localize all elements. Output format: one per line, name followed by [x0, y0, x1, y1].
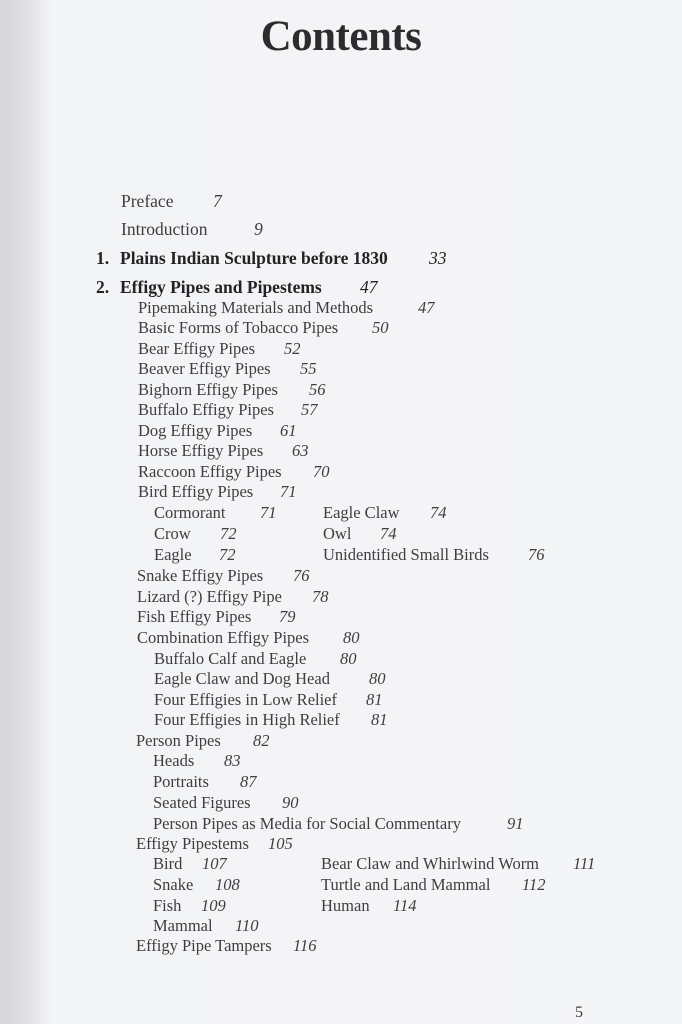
entry-page: 114 [393, 896, 417, 915]
entry-page: 87 [240, 772, 257, 791]
entry-title: Owl [323, 524, 352, 543]
entry-title: Seated Figures [153, 793, 251, 812]
entry-title: Effigy Pipestems [136, 834, 249, 853]
toc-subsection[interactable] [321, 854, 596, 874]
entry-page: 90 [282, 793, 299, 812]
toc-section[interactable] [138, 339, 301, 359]
entry-page: 76 [293, 566, 310, 585]
entry-page: 78 [312, 587, 329, 606]
entry-page: 61 [280, 421, 297, 440]
entry-page: 47 [360, 277, 378, 297]
toc-section[interactable] [137, 628, 360, 648]
toc-subsection[interactable] [323, 503, 447, 523]
toc-subsection[interactable] [153, 793, 299, 813]
entry-title: Four Effigies in High Relief [154, 710, 340, 729]
toc-section[interactable] [138, 462, 330, 482]
entry-title: Turtle and Land Mammal [321, 875, 491, 894]
entry-page: 116 [293, 936, 317, 955]
toc-section[interactable] [137, 566, 310, 586]
entry-page: 55 [300, 359, 317, 378]
chapter-number: 2. [96, 277, 110, 297]
toc-section[interactable] [138, 380, 326, 400]
entry-title: Bighorn Effigy Pipes [138, 380, 278, 399]
entry-title: Eagle Claw [323, 503, 400, 522]
entry-title: Bear Claw and Whirlwind Worm [321, 854, 540, 873]
entry-page: 33 [429, 248, 447, 268]
entry-page: 56 [309, 380, 326, 399]
entry-title: Portraits [153, 772, 209, 791]
entry-page: 80 [343, 628, 360, 647]
page-title: Contents [260, 13, 422, 60]
toc-subsection[interactable] [153, 896, 226, 916]
toc-section[interactable] [138, 421, 297, 441]
toc-entry-preface[interactable] [121, 191, 222, 211]
toc-section[interactable] [138, 359, 317, 379]
entry-title: Eagle [154, 545, 192, 564]
chapter-title: Plains Indian Sculpture before 1830 [120, 248, 388, 268]
toc-chapter-1[interactable] [96, 248, 447, 268]
entry-title: Lizard (?) Effigy Pipe [137, 587, 282, 606]
entry-page: 70 [313, 462, 330, 481]
entry-page: 74 [380, 524, 397, 543]
entry-page: 91 [507, 814, 524, 833]
entry-title: Preface [121, 191, 174, 211]
entry-title: Introduction [121, 219, 208, 239]
entry-title: Buffalo Calf and Eagle [154, 649, 307, 668]
entry-page: 110 [235, 916, 259, 935]
entry-title: Mammal [153, 916, 213, 935]
toc-section[interactable] [136, 731, 270, 751]
toc-subsection[interactable] [154, 524, 237, 544]
entry-page: 72 [219, 545, 236, 564]
chapter-number: 1. [96, 248, 110, 268]
entry-title: Unidentified Small Birds [323, 545, 489, 564]
entry-title: Person Pipes as Media for Social Commentary [153, 814, 461, 833]
entry-page: 107 [202, 854, 227, 873]
entry-page: 79 [279, 607, 296, 626]
toc-subsection[interactable] [154, 690, 383, 710]
entry-page: 80 [340, 649, 357, 668]
entry-title: Buffalo Effigy Pipes [138, 400, 274, 419]
toc-subsection[interactable] [154, 503, 277, 523]
entry-title: Horse Effigy Pipes [138, 441, 264, 460]
entry-title: Snake Effigy Pipes [137, 566, 264, 585]
toc-entry-introduction[interactable] [121, 219, 263, 239]
toc-subsection[interactable] [154, 649, 357, 669]
entry-page: 82 [253, 731, 270, 750]
entry-page: 71 [280, 482, 297, 501]
entry-title: Snake [153, 875, 194, 894]
entry-page: 76 [528, 545, 545, 564]
toc-section[interactable] [138, 441, 309, 461]
entry-page: 57 [301, 400, 318, 419]
entry-title: Raccoon Effigy Pipes [138, 462, 282, 481]
toc-section[interactable] [138, 298, 435, 318]
toc-section[interactable] [136, 936, 317, 956]
entry-title: Human [321, 896, 370, 915]
toc-subsection[interactable] [154, 710, 388, 730]
entry-page: 50 [372, 318, 389, 337]
toc-section[interactable] [137, 587, 329, 607]
entry-page: 81 [366, 690, 383, 709]
toc-subsection[interactable] [153, 751, 241, 771]
entry-page: 71 [260, 503, 277, 522]
entry-page: 111 [573, 854, 596, 873]
entry-page: 63 [292, 441, 309, 460]
entry-title: Bird Effigy Pipes [138, 482, 254, 501]
toc-subsection[interactable] [321, 896, 417, 916]
entry-page: 47 [418, 298, 435, 317]
entry-title: Bird [153, 854, 183, 873]
toc-subsection[interactable] [154, 669, 386, 689]
entry-title: Crow [154, 524, 191, 543]
entry-title: Pipemaking Materials and Methods [138, 298, 374, 317]
entry-page: 80 [369, 669, 386, 688]
entry-title: Bear Effigy Pipes [138, 339, 256, 358]
entry-page: 112 [522, 875, 546, 894]
entry-title: Dog Effigy Pipes [138, 421, 253, 440]
toc-subsection[interactable] [153, 814, 524, 834]
entry-title: Cormorant [154, 503, 226, 522]
entry-title: Eagle Claw and Dog Head [154, 669, 330, 688]
entry-title: Basic Forms of Tobacco Pipes [138, 318, 339, 337]
toc-section[interactable] [138, 400, 318, 420]
entry-page: 81 [371, 710, 388, 729]
entry-title: Combination Effigy Pipes [137, 628, 310, 647]
entry-page: 7 [213, 191, 222, 211]
entry-page: 105 [268, 834, 293, 853]
entry-page: 74 [430, 503, 447, 522]
entry-title: Heads [153, 751, 195, 770]
entry-title: Fish [153, 896, 182, 915]
toc-subsection[interactable] [153, 916, 259, 936]
page-gutter-shadow [0, 0, 46, 1024]
entry-title: Person Pipes [136, 731, 221, 750]
entry-title: Beaver Effigy Pipes [138, 359, 271, 378]
entry-page: 109 [201, 896, 226, 915]
entry-page: 108 [215, 875, 240, 894]
toc-subsection[interactable] [321, 875, 546, 895]
entry-page: 72 [220, 524, 237, 543]
toc-subsection[interactable] [323, 524, 397, 544]
entry-page: 52 [284, 339, 301, 358]
toc-subsection[interactable] [153, 875, 240, 895]
toc-section[interactable] [137, 607, 296, 627]
entry-title: Four Effigies in Low Relief [154, 690, 337, 709]
toc-subsection[interactable] [323, 545, 545, 565]
toc-chapter-2[interactable] [96, 277, 378, 297]
entry-page: 9 [254, 219, 263, 239]
chapter-title: Effigy Pipes and Pipestems [120, 277, 322, 297]
toc-section[interactable] [138, 482, 297, 502]
entry-page: 83 [224, 751, 241, 770]
entry-title: Fish Effigy Pipes [137, 607, 252, 626]
toc-subsection[interactable] [153, 772, 257, 792]
page-number: 5 [575, 1004, 583, 1021]
toc-section[interactable] [138, 318, 389, 338]
toc-subsection[interactable] [153, 854, 227, 874]
toc-section[interactable] [136, 834, 293, 854]
entry-title: Effigy Pipe Tampers [136, 936, 272, 955]
toc-subsection[interactable] [154, 545, 236, 565]
